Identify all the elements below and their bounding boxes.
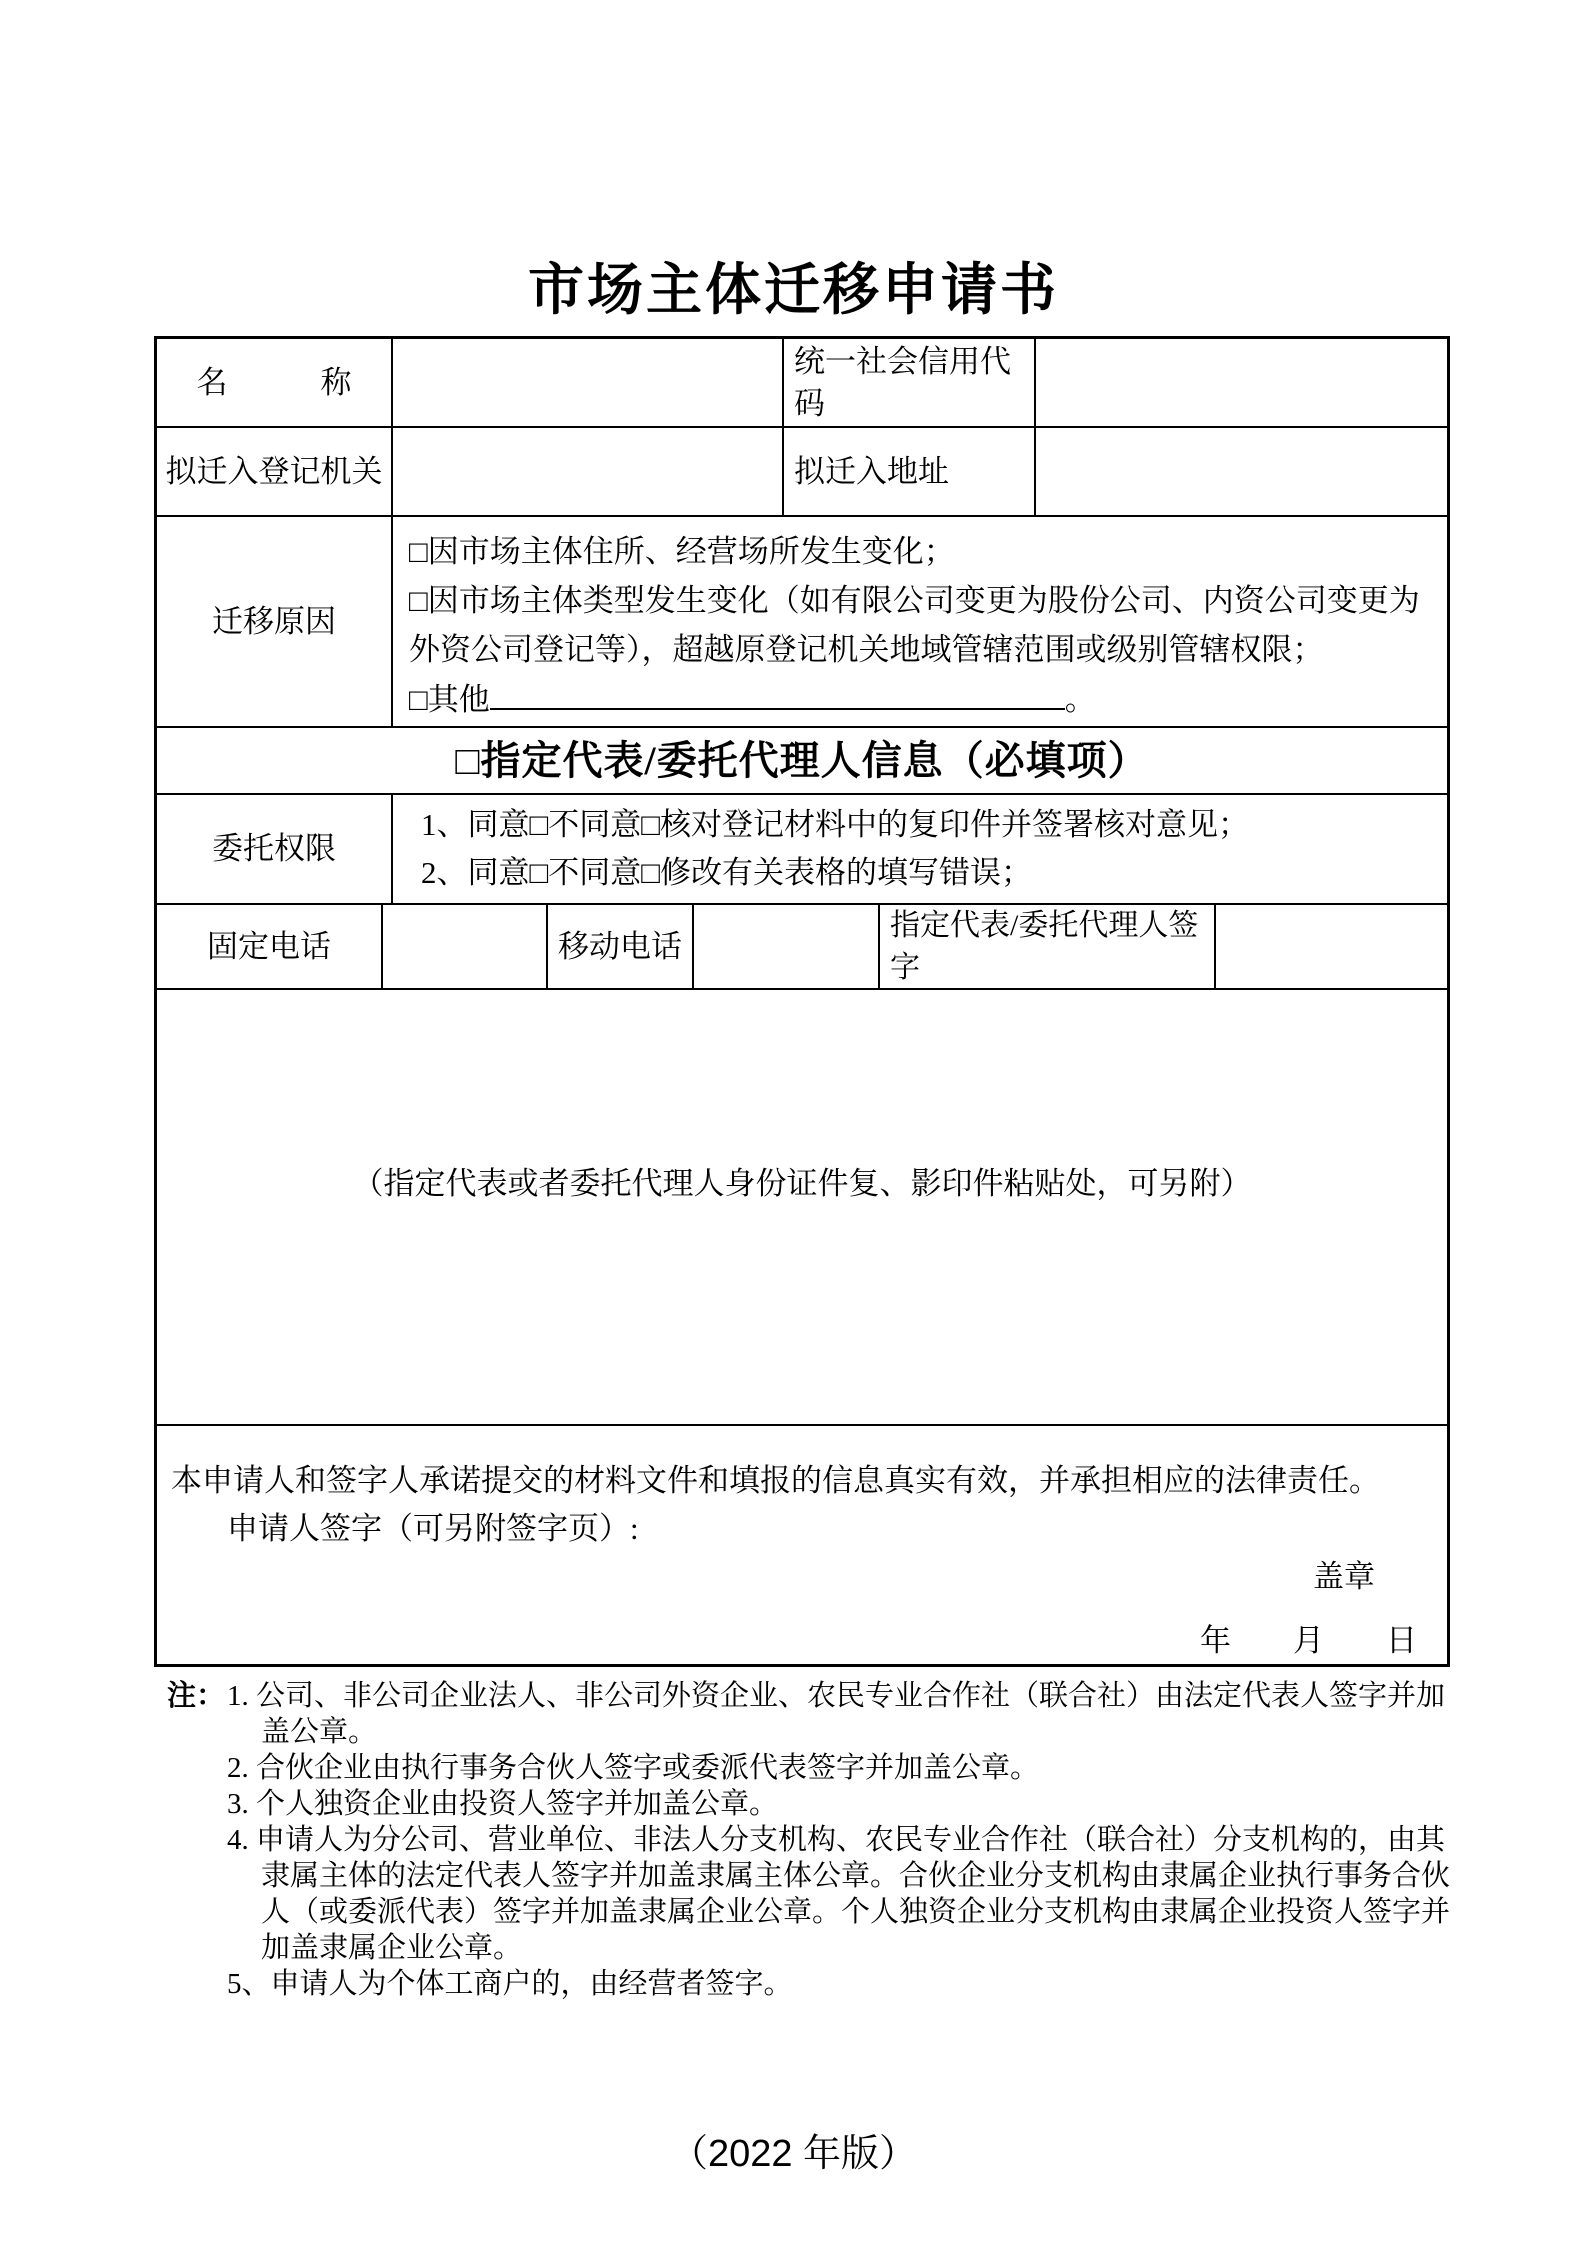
authority-item-1	[421, 801, 1447, 849]
mobile-phone-label: 移动电话	[546, 905, 692, 988]
row-section-header	[157, 726, 1447, 793]
reason-option-1-text: 因市场主体住所、经营场所发生变化；	[427, 534, 955, 569]
seal-label: 盖章	[1313, 1558, 1375, 1594]
agent-section-checkbox[interactable]: □	[455, 737, 481, 783]
row-target	[157, 426, 1447, 515]
target-address-label: 拟迁入地址	[782, 428, 1034, 515]
credit-code-label: 统一社会信用代码	[782, 339, 1034, 426]
reason-option-other-suffix: 。	[1064, 682, 1096, 717]
note-item-5: 5、申请人为个体工商户的，由经营者签字。	[227, 1968, 793, 2000]
row-reason	[157, 515, 1447, 726]
authority-item-1-disagree-checkbox[interactable]: □	[641, 807, 660, 842]
reason-option-other-checkbox[interactable]: □	[409, 682, 428, 717]
version-footer: （2022 年版）	[669, 2133, 918, 2175]
notes-list	[227, 1678, 1467, 2002]
reason-option-1-checkbox[interactable]: □	[409, 534, 428, 569]
authority-item-1-text: 核对登记材料中的复印件并签署核对意见；	[659, 807, 1249, 842]
agent-sign-label: 指定代表/委托代理人签字	[878, 905, 1214, 988]
commitment-cell	[157, 1426, 1447, 1664]
row-authority	[157, 793, 1447, 903]
authority-item-2-agree-label: 2、同意	[421, 855, 530, 890]
applicant-sign-label: 申请人签字（可另附签字页）:	[227, 1510, 639, 1546]
authority-label: 委托权限	[212, 831, 336, 867]
target-authority-label: 拟迁入登记机关	[165, 453, 383, 489]
authority-item-2-agree-checkbox[interactable]: □	[529, 855, 549, 890]
reason-option-other-text: 其他	[427, 682, 490, 717]
fixed-phone-value-field[interactable]	[381, 905, 546, 988]
commitment-statement: 本申请人和签字人承诺提交的材料文件和填报的信息真实有效，并承担相应的法律责任。	[171, 1463, 1380, 1498]
note-item-4: 4. 申请人为分公司、营业单位、非法人分支机构、农民专业合作社（联合社）分支机构的，由其隶属主体的法定代表人签字并加盖隶属主体公章。合伙企业分支机构由隶属企业执行事务合伙人（或委派代表）签字并加盖隶属企业公章。个人独资企业分支机构由隶属企业投资人签字并加盖隶属企业公章。	[227, 1824, 1451, 1964]
reason-option-2-checkbox[interactable]: □	[409, 583, 428, 618]
reason-option-1	[409, 527, 1431, 576]
authority-items-cell	[391, 795, 1447, 903]
notes-section	[167, 1678, 1467, 2002]
agent-section-header	[157, 728, 1447, 793]
target-authority-value-field[interactable]	[391, 428, 782, 515]
note-item-3: 3. 个人独资企业由投资人签字并加盖公章。	[227, 1788, 779, 1820]
notes-prefix: 注：	[167, 1680, 226, 1712]
reason-option-2-text: 因市场主体类型发生变化（如有限公司变更为股份公司、内资公司变更为外资公司登记等），超越原登记机关地域管辖范围或级别管辖权限；	[409, 583, 1420, 667]
note-item-2: 2. 合伙企业由执行事务合伙人签字或委派代表签字并加盖公章。	[227, 1752, 1040, 1784]
authority-item-1-agree-checkbox[interactable]: □	[529, 807, 549, 842]
name-label: 名 称	[196, 364, 352, 400]
agent-section-header-text: 指定代表/委托代理人信息（必填项）	[480, 737, 1149, 783]
reason-option-other	[409, 674, 1431, 724]
reason-other-blank-line[interactable]	[490, 674, 1065, 710]
row-id-paste	[157, 988, 1447, 1424]
id-paste-area[interactable]	[157, 990, 1447, 1424]
authority-item-2-disagree-checkbox[interactable]: □	[641, 855, 660, 890]
authority-item-2-disagree-label: 不同意	[548, 855, 642, 890]
row-commitment	[157, 1424, 1447, 1664]
authority-item-2-text: 修改有关表格的填写错误；	[659, 855, 1032, 890]
mobile-phone-value-field[interactable]	[692, 905, 878, 988]
agent-sign-value-field[interactable]	[1214, 905, 1447, 988]
id-paste-note: （指定代表或者委托代理人身份证件复、影印件粘贴处，可另附）	[352, 1166, 1252, 1202]
page-title: 市场主体迁移申请书	[528, 260, 1059, 322]
reason-options-cell	[391, 517, 1447, 726]
date-label: 年 月 日	[1200, 1622, 1417, 1658]
row-phones	[157, 903, 1447, 988]
reason-label: 迁移原因	[212, 603, 336, 639]
target-address-value-field[interactable]	[1034, 428, 1447, 515]
name-value-field[interactable]	[391, 339, 782, 426]
authority-item-1-disagree-label: 不同意	[548, 807, 642, 842]
fixed-phone-label: 固定电话	[207, 928, 331, 964]
row-name-credit	[157, 339, 1447, 426]
note-item-1: 1. 公司、非公司企业法人、非公司外资企业、农民专业合作社（联合社）由法定代表人签字并加盖公章。	[227, 1680, 1446, 1748]
credit-code-value-field[interactable]	[1034, 339, 1447, 426]
authority-item-2	[421, 849, 1447, 897]
authority-item-1-agree-label: 1、同意	[421, 807, 530, 842]
application-form-table	[154, 336, 1450, 1667]
reason-option-2	[409, 576, 1431, 674]
